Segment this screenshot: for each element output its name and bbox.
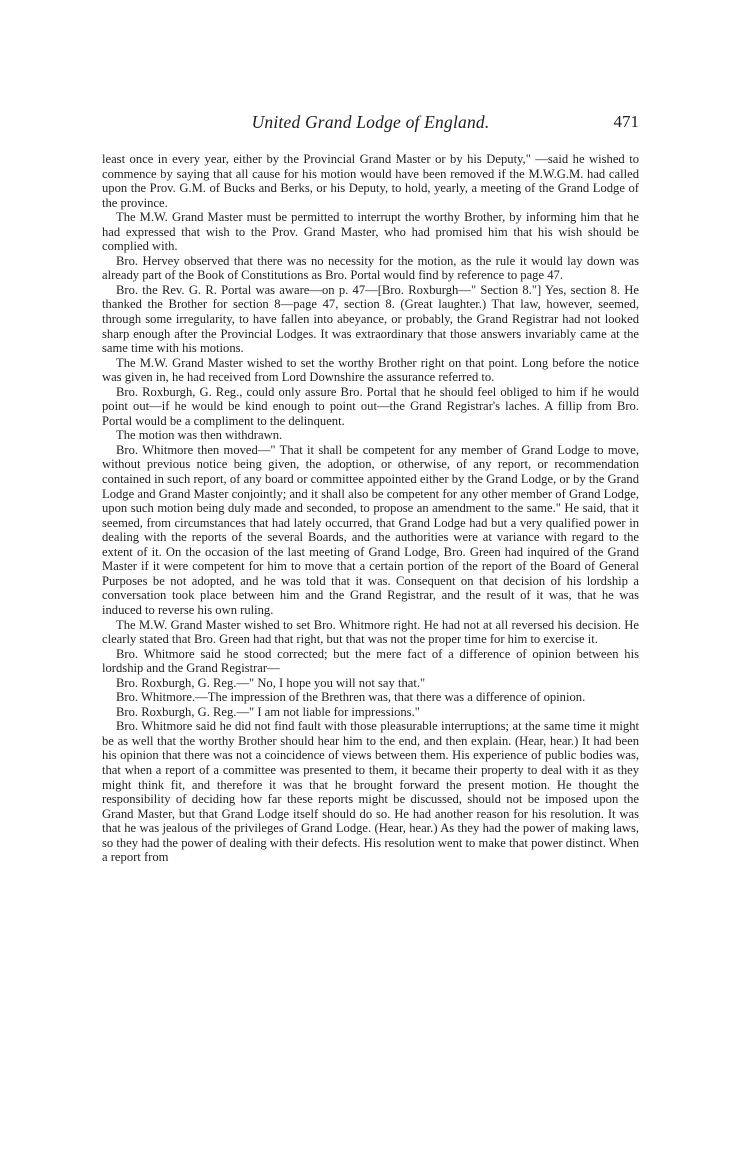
paragraph: The M.W. Grand Master must be permitted to interrupt the worthy Brother, by informing him that he had expressed that wish to the Prov. Grand Master, who had promised him that his wish should be complied with. [102, 210, 639, 254]
paragraph: Bro. Whitmore.—The impression of the Brethren was, that there was a difference of opinion. [116, 690, 586, 705]
paragraph: The M.W. Grand Master wished to set the worthy Brother right on that point. Long before the notice was given in, he had received from Lord Downshire the assurance referred to. [102, 355, 639, 385]
paragraph: Bro. Hervey observed that there was no necessity for the motion, as the rule it would lay down was already part of the Book of Constitutions as Bro. Portal would find by reference to page 47. [102, 253, 639, 283]
page-number: 471 [613, 112, 639, 131]
paragraph: Bro. Whitmore said he did not find fault with those pleasurable interruptions; at the same time it might be as well that the worthy Brother should hear him to the end, and then explain. (Hear, hear.) It had been his opinion that there was not a coincidence of views between them. His experience of public bodies was, that when a report of a committee was presented to them, it became their property to deal with it as they might think fit, and therefore it was that he brought forward the present motion. He thought the responsibility of deciding how far these reports might be discussed, should not be imposed upon the Grand Master, but that Grand Lodge itself should do so. He had another reason for his resolution. It was that he was jealous of the privileges of Grand Lodge. (Hear, hear.) As they had the power of making laws, so they had the power of dealing with their defects. His resolution went to make that power distinct. When a report from [102, 719, 639, 865]
paragraph: Bro. Roxburgh, G. Reg., could only assure Bro. Portal that he should feel obliged to him if he would point out—if he would be kind enough to point out—the Grand Registrar's laches. A fillip from Bro. Portal would be a compliment to the delinquent. [102, 384, 639, 428]
paragraph: Bro. Roxburgh, G. Reg.—" No, I hope you will not say that." [116, 675, 426, 690]
article-body [102, 152, 639, 865]
paragraph: Bro. Roxburgh, G. Reg.—" I am not liable for impressions." [116, 704, 420, 719]
paragraph: Bro. Whitmore said he stood corrected; but the mere fact of a difference of opinion between his lordship and the Grand Registrar— [102, 646, 639, 676]
paragraph: The motion was then withdrawn. [116, 428, 283, 443]
running-header [102, 108, 639, 138]
paragraph: least once in every year, either by the Provincial Grand Master or by his Deputy," —said he wished to commence by saying that all cause for his motion would have been removed if the M.W.G.M. had called upon the Prov. G.M. of Bucks and Berks, or his Deputy, to hold, yearly, a meeting of the Grand Lodge of the province. [102, 152, 639, 210]
running-title: United Grand Lodge of England. [251, 112, 490, 132]
paragraph: Bro. the Rev. G. R. Portal was aware—on p. 47—[Bro. Roxburgh—" Section 8."] Yes, section 8. He thanked the Brother for section 8—page 47, section 8. (Great laughter.) That law, however, seemed, through some irregularity, to have fallen into abeyance, or probably, the Grand Registrar had not looked sharp enough after the Provincial Lodges. It was extraordinary that those answers invariably came at the same time with his motions. [102, 282, 639, 356]
paragraph: Bro. Whitmore then moved—" That it shall be competent for any member of Grand Lodge to move, without previous notice being given, the adoption, or otherwise, of any report, or recommendation contained in such report, of any board or committee appointed either by the Grand Lodge, or by the Grand Lodge and Grand Master conjointly; and it shall also be competent for any other member of Grand Lodge, upon such motion being duly made and seconded, to propose an amendment to the same." He said, that it seemed, from circumstances that had lately occurred, that Grand Lodge had but a very qualified power in dealing with the reports of the several Boards, and the authorities were at variance with regard to the extent of it. On the occasion of the last meeting of Grand Lodge, Bro. Green had inquired of the Grand Master if it were competent for him to move that a certain portion of the report of the Board of General Purposes be not adopted, and he was told that it was. Consequent on that decision of his lordship a conversation took place between him and the Grand Registrar, and the result of it was, that he was induced to reverse his own ruling. [102, 442, 639, 617]
paragraph: The M.W. Grand Master wished to set Bro. Whitmore right. He had not at all reversed his decision. He clearly stated that Bro. Green had that right, but that was not the proper time for him to exercise it. [102, 617, 639, 647]
journal-page [102, 108, 639, 865]
